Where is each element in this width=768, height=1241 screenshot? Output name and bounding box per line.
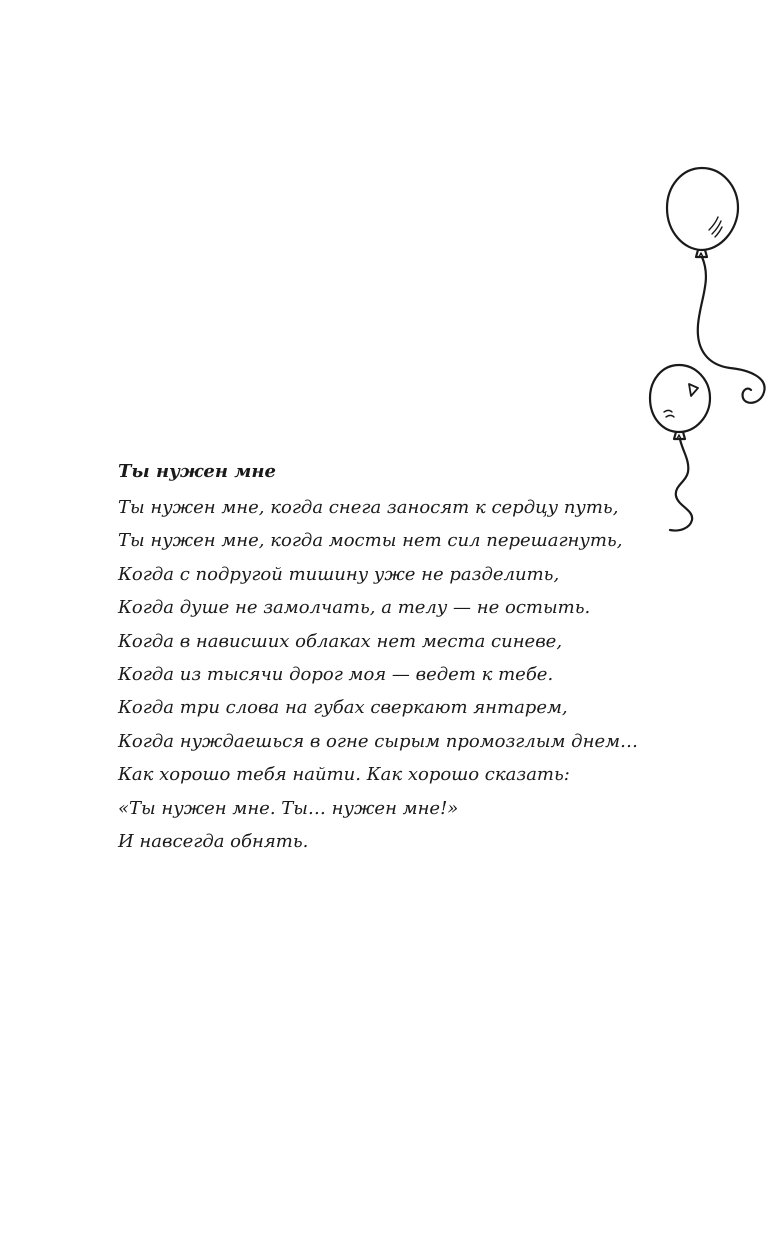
poem-line: Когда три слова на губах сверкают янтарем,: [118, 697, 568, 719]
lower-balloon-icon: [650, 365, 710, 439]
poem-line: Когда из тысячи дорог моя — ведет к тебе.: [118, 664, 554, 686]
poem-line: Как хорошо тебя найти. Как хорошо сказать:: [118, 764, 570, 786]
upper-balloon-icon: [667, 168, 738, 257]
poem-line: «Ты нужен мне. Ты… нужен мне!»: [118, 797, 459, 819]
poem-line: И навсегда обнять.: [118, 831, 309, 853]
upper-balloon-string: [698, 257, 765, 403]
poem-line: Когда в нависших облаках нет места синеве,: [118, 630, 563, 652]
poem-line: Когда нуждаешься в огне сырым промозглым днем…: [118, 730, 639, 752]
poem-line: Ты нужен мне, когда снега заносят к сердцу путь,: [118, 497, 619, 518]
poem-line: Когда с подругой тишину уже не разделить,: [118, 563, 560, 585]
poem: [118, 458, 718, 858]
poem-line: Ты нужен мне, когда мосты нет сил перешагнуть,: [118, 530, 623, 552]
poem-line: Когда душе не замолчать, а телу — не остыть.: [118, 597, 591, 619]
poem-title: Ты нужен мне: [118, 461, 276, 482]
